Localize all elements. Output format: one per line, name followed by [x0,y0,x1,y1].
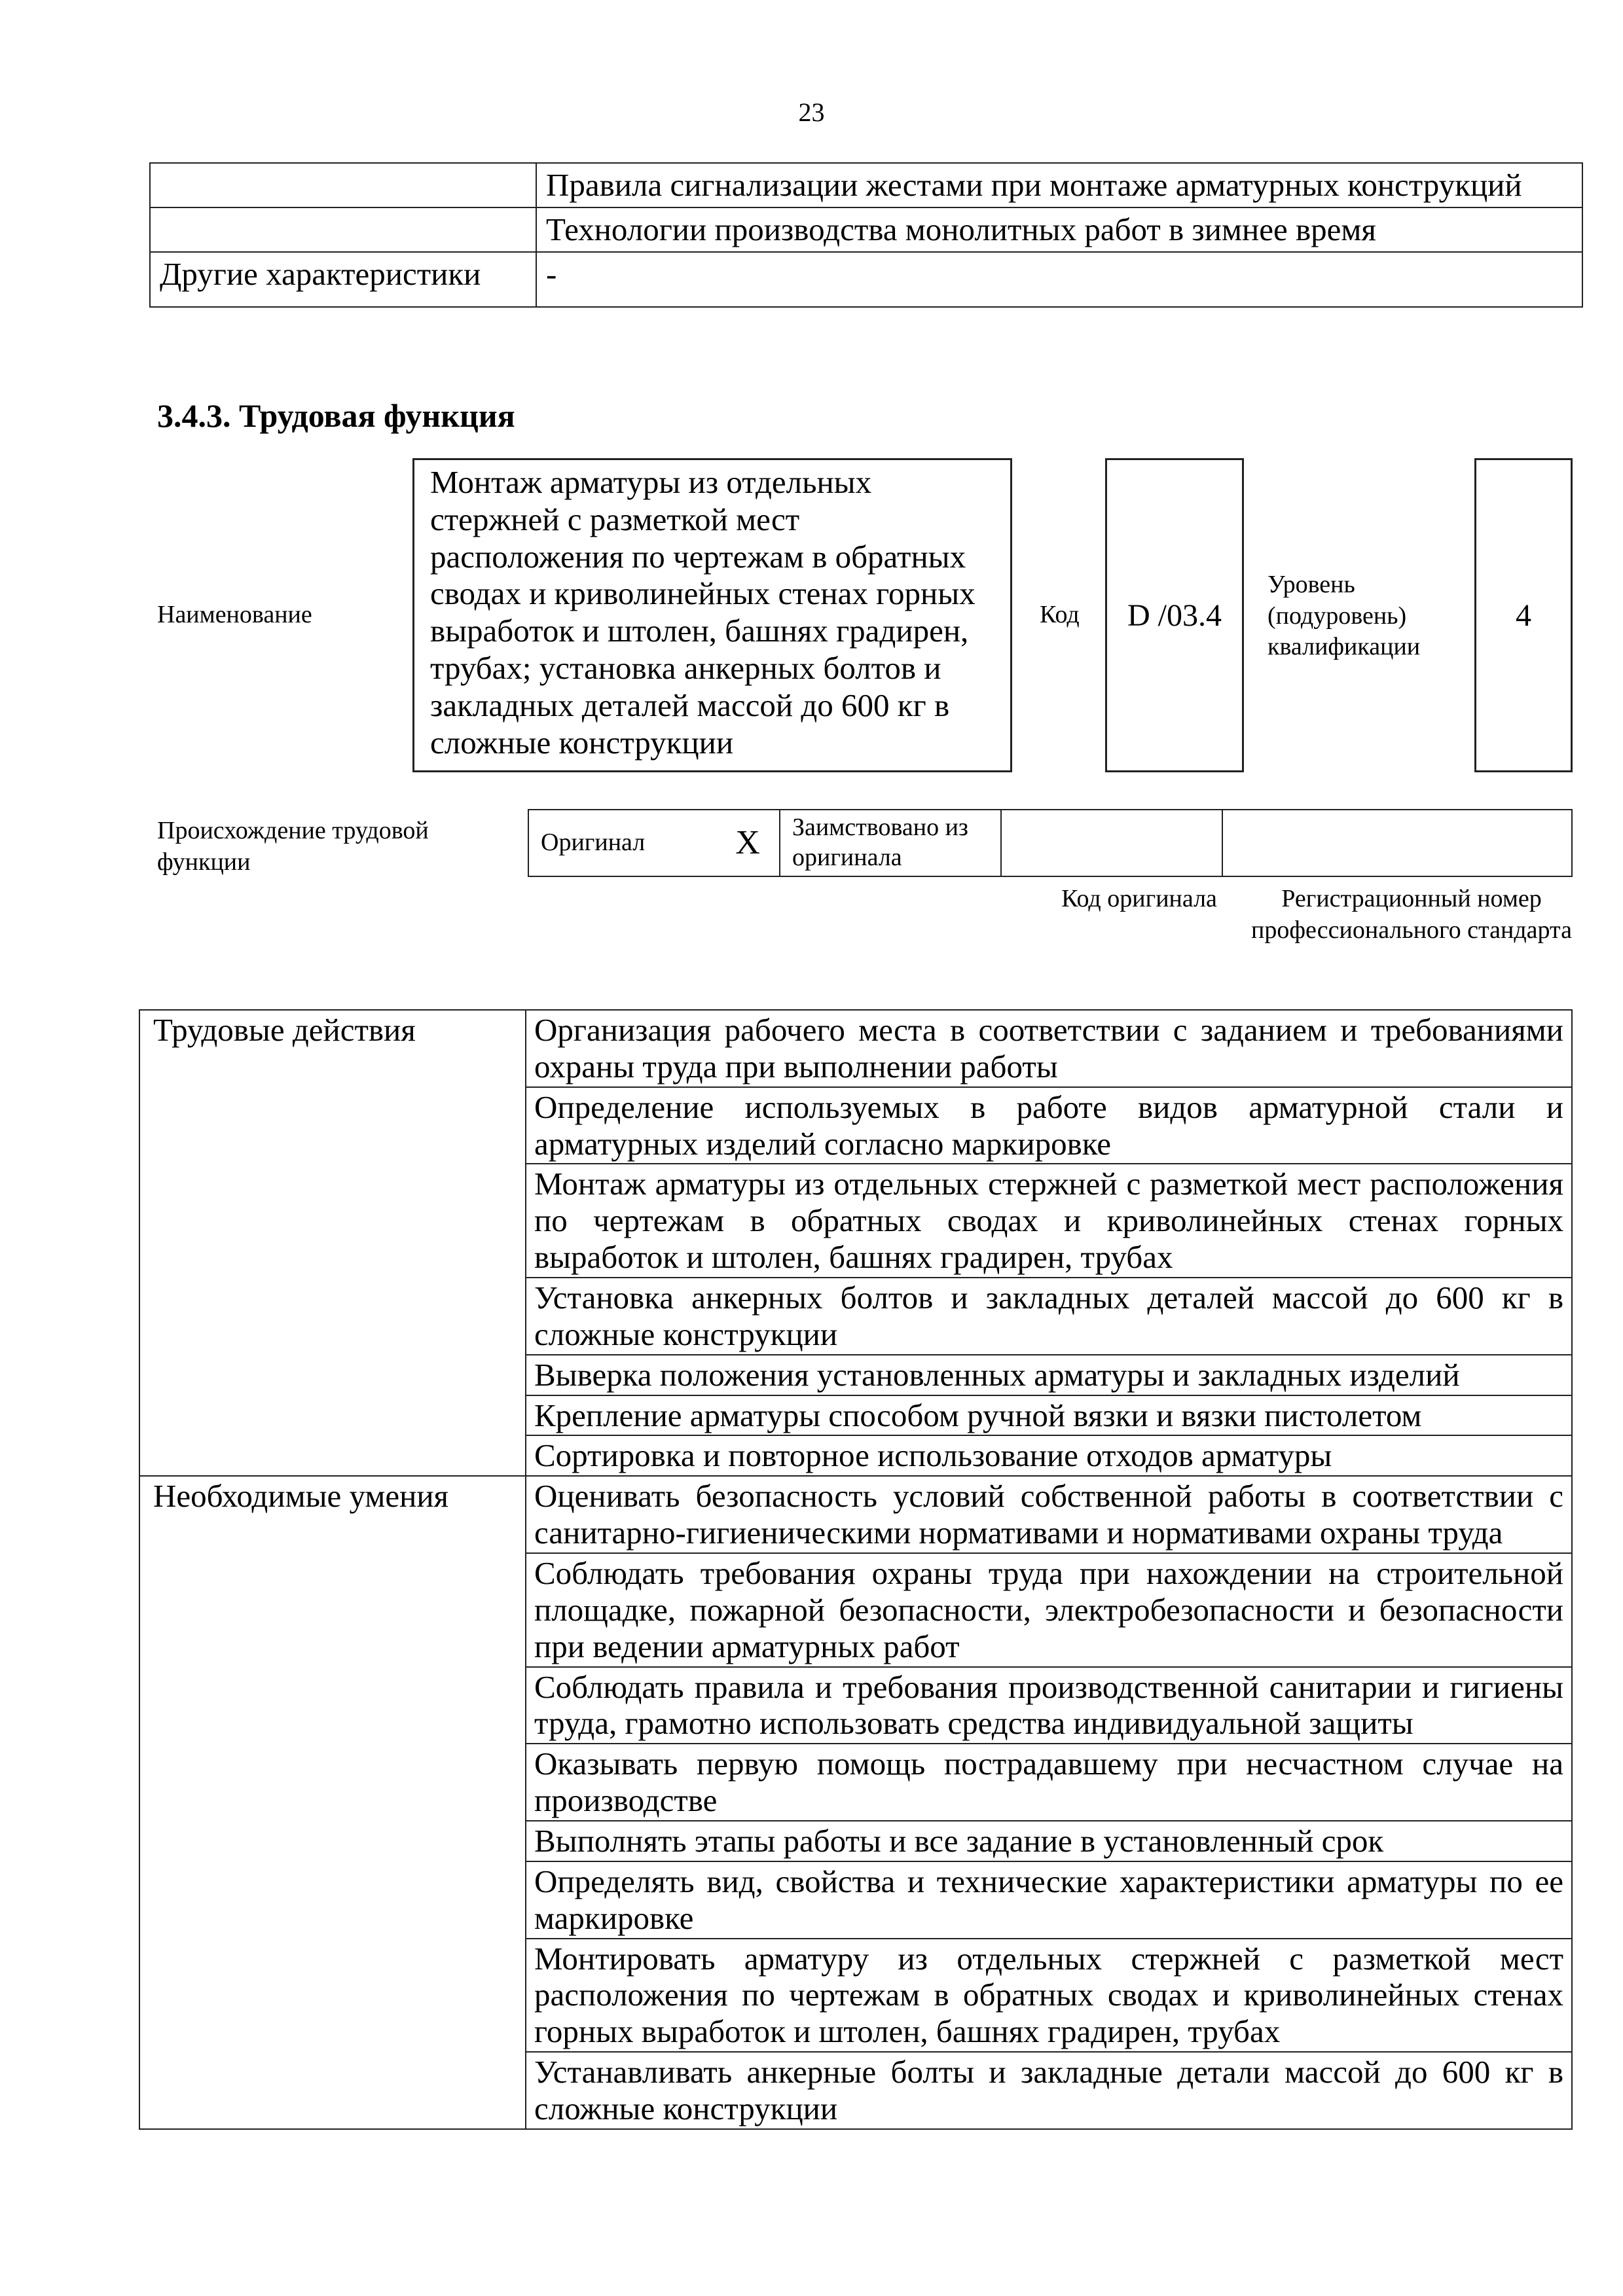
list-item: Соблюдать требования охраны труда при нахождении на строительной площадке, пожарной безопасности, электробезопасности и безопасности при ведении арматурных работ [526,1553,1572,1667]
continuation-table [149,162,1583,308]
list-item: Организация рабочего места в соответствии с заданием и требованиями охраны труда при выполнении работы [526,1010,1572,1087]
function-name-box: Монтаж арматуры из отдельных стержней с разметкой мест расположения по чертежам в обратных сводах и криволинейных стенах горных выработок и штолен, башнях градирен, трубах; установка анкерных болтов и закладных деталей массой до 600 кг в сложные конструкции [412,458,1012,772]
list-item: Выверка положения установленных арматуры и закладных изделий [526,1355,1572,1395]
section-label-actions: Трудовые действия [139,1010,526,1476]
table-row [139,1010,1572,1087]
row-label: Другие характеристики [150,252,536,307]
list-item: Определять вид, свойства и технические характеристики арматуры по ее маркировке [526,1861,1572,1939]
list-item: Оказывать первую помощь пострадавшему при несчастном случае на производстве [526,1744,1572,1821]
code-caption: Код оригинала [1061,885,1217,912]
section-title: 3.4.3. Трудовая функция [157,397,515,434]
table-row [150,163,1582,207]
original-mark: X [716,810,780,876]
code-label: Код [1040,601,1080,628]
name-label: Наименование [157,601,312,628]
row-value: Правила сигнализации жестами при монтаже арматурных конструкций [536,163,1582,207]
qualification-level-label: Уровень (подуровень) квалификации [1267,571,1421,660]
table-row [139,1476,1572,1553]
qualification-level-box: 4 [1474,458,1573,772]
borrowed-label: Заимствовано из оригинала [780,810,1001,876]
row-value: - [536,252,1582,307]
origin-label: Происхождение трудовой функции [157,817,429,876]
reg-number-caption: Регистрационный номер профессионального стандарта [1251,885,1572,944]
list-item: Сортировка и повторное использование отходов арматуры [526,1435,1572,1476]
list-item: Монтаж арматуры из отдельных стержней с разметкой мест расположения по чертежам в обратных сводах и криволинейных стенах горных выработок и штолен, башнях градирен, трубах [526,1164,1572,1278]
row-value: Технологии производства монолитных работ в зимнее время [536,207,1582,252]
list-item: Соблюдать правила и требования производственной санитарии и гигиены труда, грамотно использовать средства индивидуальной защиты [526,1667,1572,1744]
list-item: Определение используемых в работе видов арматурной стали и арматурных изделий согласно маркировке [526,1087,1572,1164]
row-label [150,163,536,207]
table-row [150,252,1582,307]
code-value-box: D /03.4 [1105,458,1244,772]
list-item: Установка анкерных болтов и закладных деталей массой до 600 кг в сложные конструкции [526,1278,1572,1355]
main-table [139,1009,1573,2130]
original-code-cell [1001,810,1222,876]
row-label [150,207,536,252]
list-item: Монтировать арматуру из отдельных стержней с разметкой мест расположения по чертежам в обратных сводах и криволинейных стенах горных выработок и штолен, башнях градирен, трубах [526,1939,1572,2053]
list-item: Крепление арматуры способом ручной вязки и вязки пистолетом [526,1395,1572,1436]
list-item: Оценивать безопасность условий собственной работы в соответствии с санитарно-гигиеническими нормативами и нормативами охраны труда [526,1476,1572,1553]
section-label-skills: Необходимые умения [139,1476,526,2129]
page-number: 23 [798,98,825,127]
list-item: Устанавливать анкерные болты и закладные детали массой до 600 кг в сложные конструкции [526,2052,1572,2129]
origin-table [528,809,1573,877]
table-row [528,810,1572,876]
reg-number-cell [1222,810,1572,876]
table-row [150,207,1582,252]
list-item: Выполнять этапы работы и все задание в установленный срок [526,1821,1572,1861]
original-label: Оригинал [528,810,716,876]
